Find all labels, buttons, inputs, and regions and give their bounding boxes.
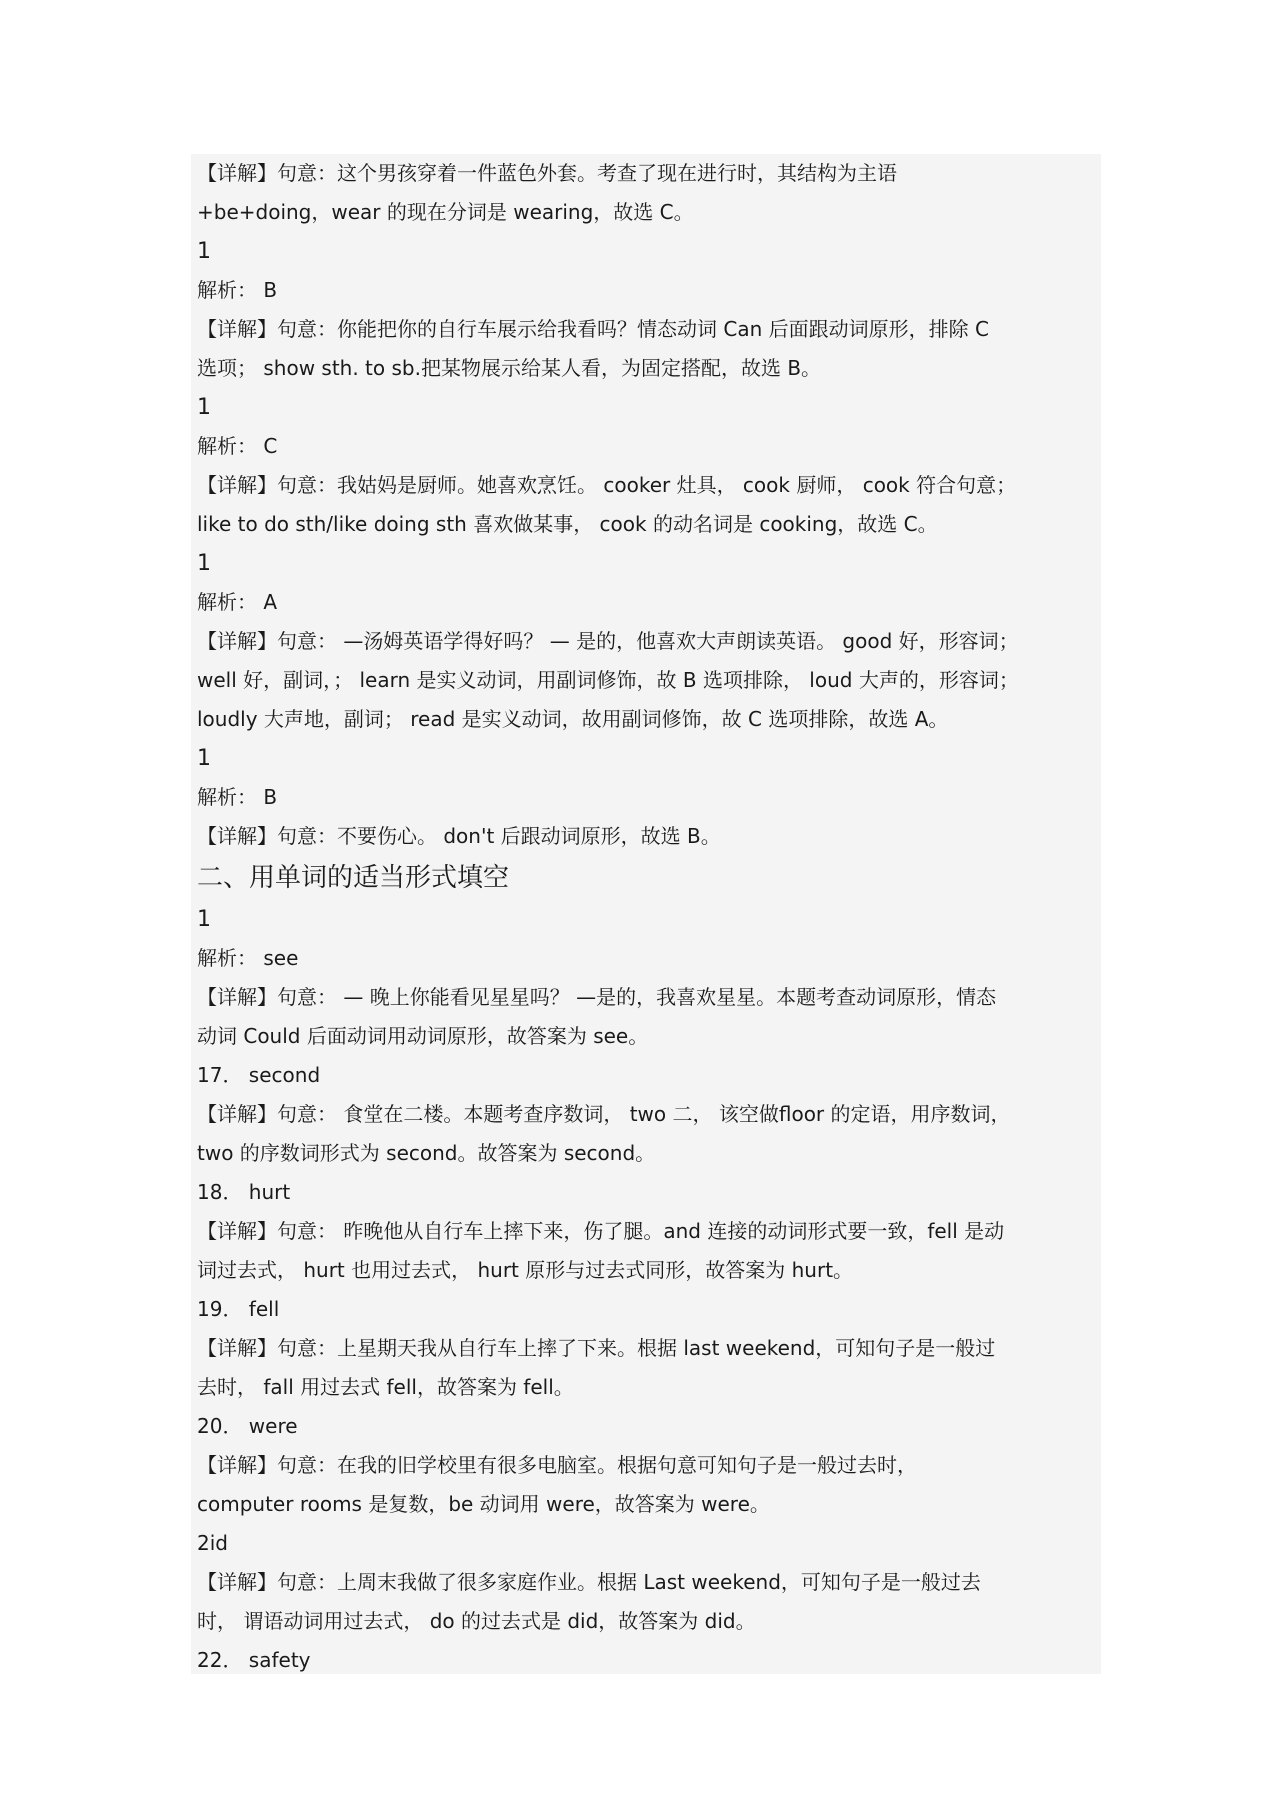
item-number: 1 [197, 239, 211, 264]
document-content [191, 154, 1101, 1674]
text-line: 17． second [197, 1063, 321, 1087]
item-number: 1 [197, 551, 211, 576]
text-line: 选项； show sth. to sb.把某物展示给某人看，为固定搭配，故选 B。 [197, 356, 822, 380]
item-number: 1 [197, 907, 211, 932]
text-line: 【详解】句意：不要伤心。 don't 后跟动词原形，故选 B。 [197, 824, 721, 848]
item-number: 1 [197, 746, 211, 771]
text-line: 20． were [197, 1414, 298, 1438]
text-line: 【详解】句意： —汤姆英语学得好吗？ — 是的，他喜欢大声朗读英语。 good 好，形容词； [197, 629, 1019, 653]
text-line: two 的序数词形式为 second。故答案为 second。 [197, 1141, 656, 1165]
text-line: 时， 谓语动词用过去式， do 的过去式是 did，故答案为 did。 [197, 1609, 756, 1633]
text-line: 22． safety [197, 1648, 311, 1672]
text-line: 【详解】句意：上周末我做了很多家庭作业。根据 Last weekend，可知句子是一般过去 [197, 1570, 981, 1594]
text-line: 【详解】句意： — 晚上你能看见星星吗？ —是的，我喜欢星星。本题考查动词原形，情态 [197, 985, 997, 1009]
text-line: 词过去式， hurt 也用过去式， hurt 原形与过去式同形，故答案为 hurt。 [197, 1258, 854, 1282]
section-heading: 二、用单词的适当形式填空 [197, 863, 510, 893]
text-line: 19． fell [197, 1297, 280, 1321]
text-line: 解析： see [197, 946, 299, 970]
text-line: like to do sth/like doing sth 喜欢做某事， cook 的动名词是 cooking，故选 C。 [197, 512, 938, 536]
item-number: 1 [197, 395, 211, 420]
text-line: 【详解】句意： 昨晚他从自行车上摔下来，伤了腿。and 连接的动词形式要一致，fell 是动 [197, 1219, 1005, 1243]
text-line: computer rooms 是复数，be 动词用 were，故答案为 were。 [197, 1492, 770, 1516]
text-line: +be+doing，wear 的现在分词是 wearing，故选 C。 [197, 200, 694, 224]
text-line: 2id [197, 1531, 228, 1555]
text-line: well 好，副词，； learn 是实义动词，用副词修饰，故 B 选项排除， loud 大声的，形容词； [197, 668, 1019, 692]
text-line: 动词 Could 后面动词用动词原形，故答案为 see。 [197, 1024, 649, 1048]
text-line: 【详解】句意：这个男孩穿着一件蓝色外套。考查了现在进行时，其结构为主语 [197, 161, 897, 185]
text-line: 【详解】句意：在我的旧学校里有很多电脑室。根据句意可知句子是一般过去时， [197, 1453, 917, 1477]
text-line: 解析： B [197, 278, 278, 302]
text-line: 解析： A [197, 590, 278, 614]
text-line: 18． hurt [197, 1180, 291, 1204]
text-line: 【详解】句意：上星期天我从自行车上摔了下来。根据 last weekend，可知句子是一般过 [197, 1336, 996, 1360]
text-line: loudly 大声地，副词； read 是实义动词，故用副词修饰，故 C 选项排除，故选 A。 [197, 707, 949, 731]
text-line: 【详解】句意：你能把你的自行车展示给我看吗？情态动词 Can 后面跟动词原形，排除 C [197, 317, 989, 341]
text-line: 【详解】句意： 食堂在二楼。本题考查序数词， two 二， 该空做floor 的定语，用序数词， [197, 1102, 1011, 1126]
text-line: 去时， fall 用过去式 fell，故答案为 fell。 [197, 1375, 574, 1399]
text-line: 【详解】句意：我姑妈是厨师。她喜欢烹饪。 cooker 灶具， cook 厨师， cook 符合句意； [197, 473, 1017, 497]
text-line: 解析： C [197, 434, 278, 458]
text-line: 解析： B [197, 785, 278, 809]
